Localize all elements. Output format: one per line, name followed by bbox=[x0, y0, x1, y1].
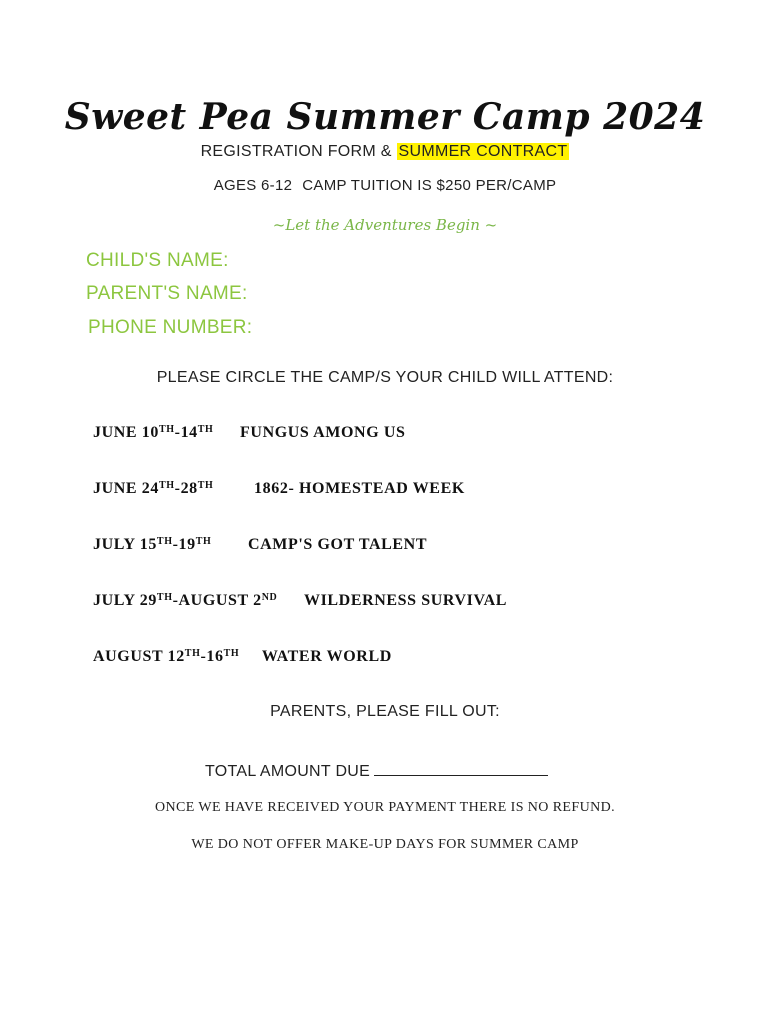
camp-selection-instruction: PLEASE CIRCLE THE CAMP/S YOUR CHILD WILL ATTEND: bbox=[156, 369, 614, 386]
camp-option[interactable] bbox=[93, 536, 427, 554]
camp-option[interactable] bbox=[93, 424, 406, 442]
subtitle-highlight: SUMMER CONTRACT bbox=[398, 143, 568, 160]
phone-number-label: PHONE NUMBER: bbox=[88, 317, 253, 338]
ages-text: AGES 6-12 bbox=[213, 177, 293, 194]
camp-dates: AUGUST 12TH-16TH bbox=[93, 648, 240, 665]
subtitle-text: REGISTRATION FORM & bbox=[200, 143, 397, 160]
tagline: ~Let the Adventures Begin ~ bbox=[272, 216, 498, 234]
makeup-days-note: WE DO NOT OFFER MAKE-UP DAYS FOR SUMMER CAMP bbox=[191, 837, 579, 852]
form-subtitle bbox=[0, 143, 770, 161]
camp-option[interactable] bbox=[93, 648, 392, 666]
camp-name: FUNGUS AMONG US bbox=[240, 424, 406, 441]
camp-name: 1862- HOMESTEAD WEEK bbox=[254, 480, 465, 497]
total-amount-label: TOTAL AMOUNT DUE bbox=[205, 763, 371, 780]
child-name-label: CHILD'S NAME: bbox=[86, 250, 229, 271]
ages-and-tuition bbox=[0, 177, 770, 194]
camp-dates: JUNE 10TH-14TH bbox=[93, 424, 214, 441]
camp-name: WATER WORLD bbox=[261, 648, 392, 665]
tuition-text: CAMP TUITION IS $250 PER/CAMP bbox=[302, 177, 557, 194]
camp-dates: JULY 15TH-19TH bbox=[93, 536, 212, 553]
parents-fill-out-heading: PARENTS, PLEASE FILL OUT: bbox=[270, 703, 500, 720]
camp-option[interactable] bbox=[93, 480, 465, 498]
camp-name: WILDERNESS SURVIVAL bbox=[303, 592, 508, 609]
camp-dates: JULY 29TH-AUGUST 2ND bbox=[93, 592, 278, 609]
camp-option[interactable] bbox=[93, 592, 507, 610]
page-title: Sweet Pea Summer Camp 2024 bbox=[64, 96, 706, 138]
refund-note: ONCE WE HAVE RECEIVED YOUR PAYMENT THERE IS NO REFUND. bbox=[154, 800, 616, 815]
camp-dates: JUNE 24TH-28TH bbox=[93, 480, 214, 497]
parent-name-label: PARENT'S NAME: bbox=[86, 283, 248, 304]
camp-name: CAMP'S GOT TALENT bbox=[247, 536, 428, 553]
total-amount-due bbox=[205, 761, 548, 781]
total-amount-blank-line[interactable] bbox=[374, 761, 548, 776]
